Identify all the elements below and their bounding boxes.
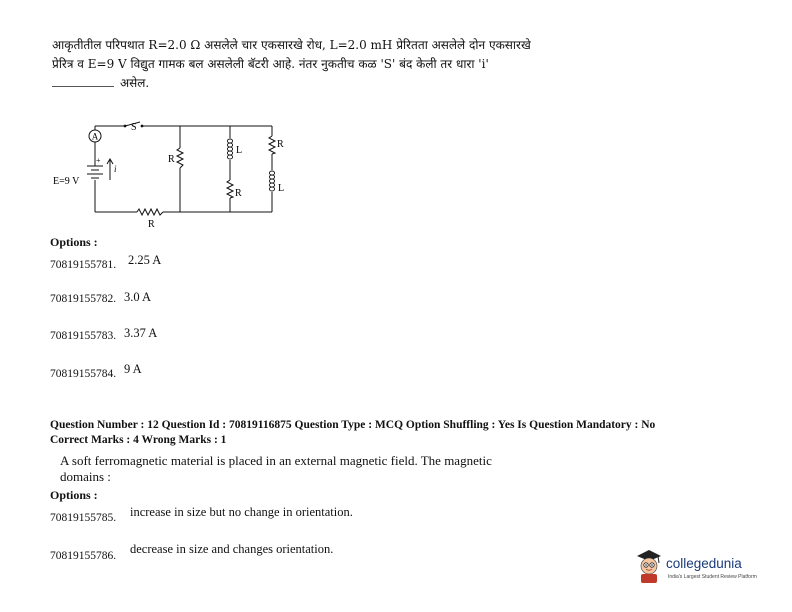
ammeter-label: A [91, 131, 99, 142]
option-id: 70819155786. [50, 550, 117, 562]
resistor-label-column-3: R [277, 139, 284, 150]
option-value: increase in size but no change in orientation. [130, 505, 353, 519]
switch-contact-icon [124, 125, 127, 128]
current-arrow-icon [107, 159, 113, 180]
resistor-label-bottom: R [148, 219, 155, 230]
resistor-icon [227, 180, 233, 198]
collegedunia-logo[interactable] [634, 548, 764, 584]
question-text-line-1: आकृतीतील परिपथात R=2.0 Ω असलेले चार एकसारखे रोध, L=2.0 mH प्रेरितता असलेले दोन एकसारखे [52, 38, 531, 52]
resistor-icon [269, 136, 275, 154]
option-id: 70819155784. [50, 368, 117, 380]
resistor-icon [177, 148, 183, 168]
option-value: 9 A [124, 362, 142, 376]
question-meta-line-1: Question Number : 12 Question Id : 70819116875 Question Type : MCQ Option Shuffling : Yes Is Question Mandatory : No [50, 419, 656, 431]
logo-name: collegedunia [666, 556, 742, 571]
option-id: 70819155783. [50, 330, 117, 342]
question-meta-line-2: Correct Marks : 4 Wrong Marks : 1 [50, 434, 227, 446]
option-id: 70819155782. [50, 293, 117, 305]
question-text-line-3: असेल. [52, 74, 149, 91]
option-value: 3.37 A [124, 326, 158, 340]
switch-label: S [131, 122, 137, 133]
logo-tagline: India's Largest Student Review Platform [668, 574, 757, 580]
options-label: Options : [50, 235, 98, 249]
resistor-label-column-2: R [235, 188, 242, 199]
current-label: i [114, 164, 117, 174]
emf-label: E=9 V [53, 176, 80, 187]
question-text-line-2: domains : [60, 469, 111, 484]
inductor-label-column-2: L [236, 145, 243, 156]
inductor-label-column-3: L [278, 183, 285, 194]
battery-icon [87, 166, 103, 178]
resistor-icon [137, 209, 163, 215]
options-label: Options : [50, 488, 98, 502]
battery-plus-label: + [96, 156, 101, 165]
option-id: 70819155781. [50, 259, 117, 271]
option-id: 70819155785. [50, 512, 117, 524]
option-value: 2.25 A [128, 253, 162, 267]
question-text-line-2: प्रेरित्र व E=9 V विद्युत गामक बल असलेली बॅटरी आहे. नंतर नुकतीच कळ 'S' बंद केली तर धारा 'i' [52, 57, 489, 71]
option-value: decrease in size and changes orientation. [130, 542, 334, 556]
inductor-icon [227, 139, 232, 159]
question-text-line-1: A soft ferromagnetic material is placed in an external magnetic field. The magnetic [60, 453, 492, 468]
resistor-label-column-1: R [168, 154, 175, 165]
answer-blank [52, 86, 114, 87]
switch-contact-icon [141, 125, 144, 128]
circuit-diagram [50, 120, 300, 230]
inductor-icon [269, 171, 274, 191]
mascot-icon [634, 548, 664, 584]
option-value: 3.0 A [124, 290, 152, 304]
